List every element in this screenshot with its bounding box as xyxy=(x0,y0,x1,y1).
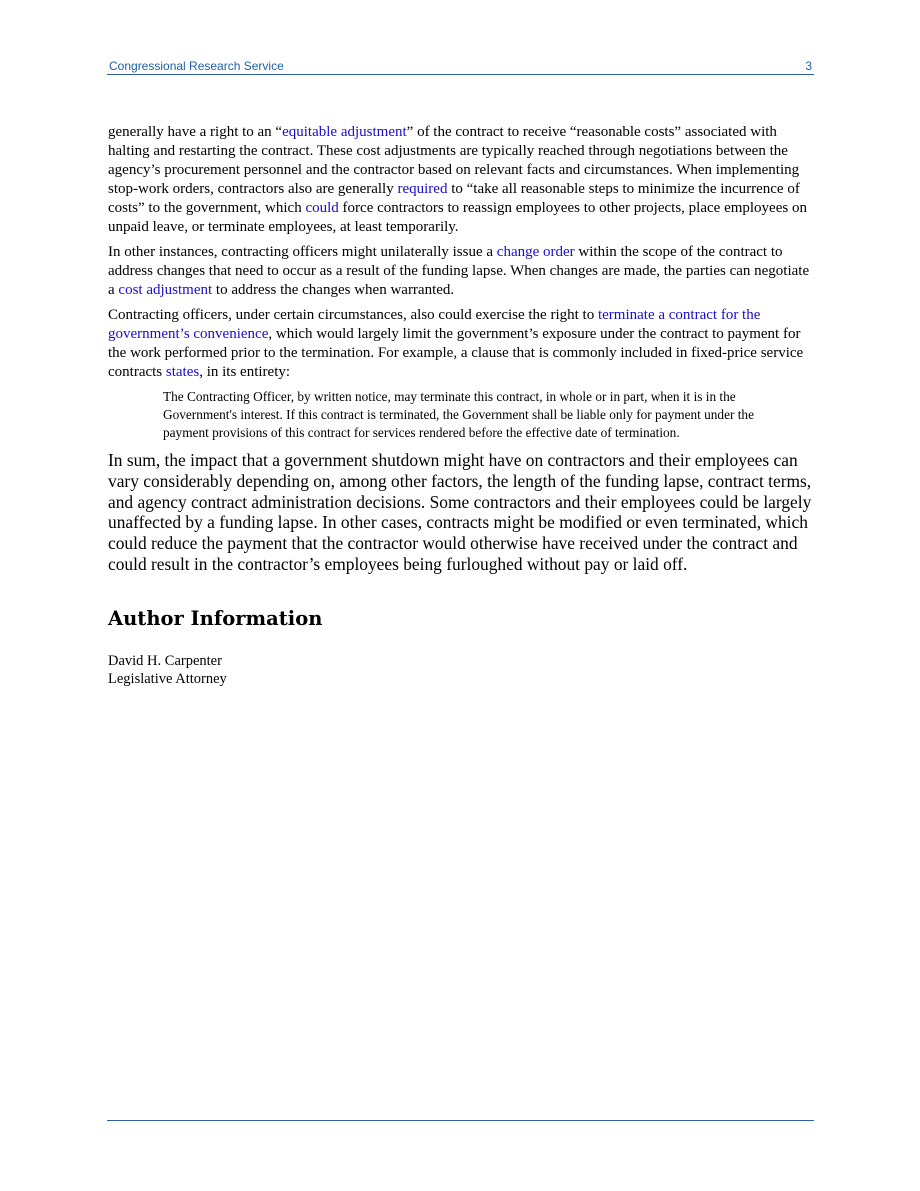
paragraph-change-order: In other instances, contracting officers might unilaterally issue a change order within the scope of the contract to address changes that need to occur as a result of the funding lapse. When changes are made, the parties can negotiate a cost adjustment to address the changes when warranted. xyxy=(108,244,810,298)
link-required[interactable]: required xyxy=(397,181,448,197)
author-heading: Author Information xyxy=(108,606,323,630)
page-header xyxy=(107,58,814,75)
author-name: David H. Carpenter xyxy=(108,652,222,669)
footer-divider xyxy=(107,1120,814,1121)
paragraph-termination: Contracting officers, under certain circumstances, also could exercise the right to terminate a contract for the government’s convenience, which would largely limit the government’s exposure under the contract to payment for the work performed prior to the termination. For example, a clause that is commonly included in fixed-price service contracts states, in its entirety: xyxy=(108,307,804,380)
link-terminate-for-convenience[interactable]: terminate a contract for the government’s convenience xyxy=(108,307,761,342)
author-title: Legislative Attorney xyxy=(108,670,227,687)
link-equitable-adjustment[interactable]: equitable adjustment xyxy=(282,124,407,140)
block-quote: The Contracting Officer, by written notice, may terminate this contract, in whole or in part, when it is in the Government's interest. If this contract is terminated, the Government shall be liable only for payment under the payment provisions of this contract for services rendered before the effective date of termination. xyxy=(163,389,754,440)
author-info xyxy=(108,652,818,688)
header-org: Congressional Research Service xyxy=(109,59,284,73)
link-could[interactable]: could xyxy=(305,200,339,216)
link-states[interactable]: states xyxy=(165,364,200,380)
page-content xyxy=(108,123,818,688)
page-number: 3 xyxy=(805,59,812,73)
link-cost-adjustment[interactable]: cost adjustment xyxy=(118,282,213,298)
paragraph-stop-work: generally have a right to an “equitable adjustment” of the contract to receive “reasonable costs” associated with halting and restarting the contract. These cost adjustments are typically reached through negotiations between the agency’s procurement personnel and the contractor based on relevant facts and circumstances. When implementing stop-work orders, contractors also are generally required to “take all reasonable steps to minimize the incurrence of costs” to the government, which could force contractors to reassign employees to other projects, place employees on unpaid leave, or terminate employees, at least temporarily. xyxy=(108,124,807,235)
paragraph-summary: In sum, the impact that a government shutdown might have on contractors and their employees can vary considerably depending on, among other factors, the length of the funding lapse, contract terms, and agency contract administration decisions. Some contractors and their employees could be largely unaffected by a funding lapse. In other cases, contracts might be modified or even terminated, which could reduce the payment that the contractor would otherwise have received under the contract and could result in the contractor’s employees being furloughed without pay or laid off. xyxy=(108,450,812,574)
link-change-order[interactable]: change order xyxy=(496,244,575,260)
